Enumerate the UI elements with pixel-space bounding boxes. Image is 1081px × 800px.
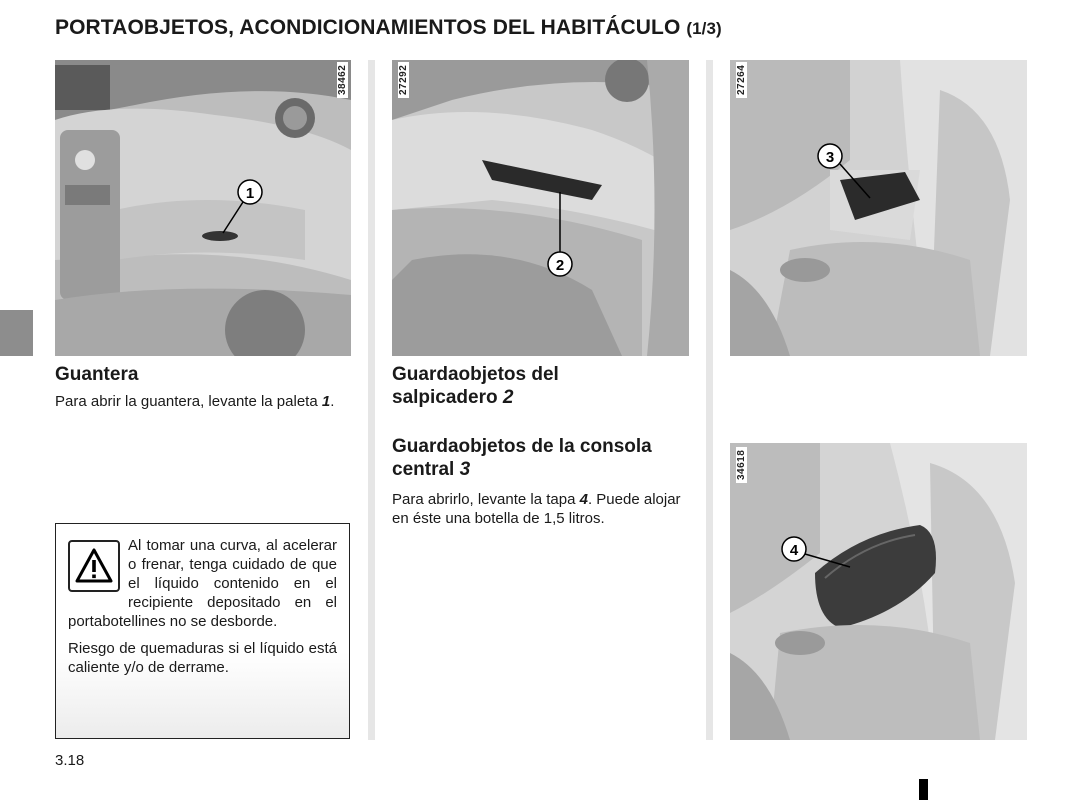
warning-triangle-icon [68,540,120,592]
figure-console-open-illustration [730,60,1027,356]
heading-dashboard-line2: salpicadero [392,387,503,408]
figure-console-closed-illustration [730,443,1027,740]
glovebox-instructions [55,392,351,411]
figure-ref-code: 34618 [736,447,747,483]
figure-glovebox [55,60,351,356]
figure-dashboard-illustration [392,60,689,356]
figure-ref-code: 27264 [736,62,747,98]
dashboard-ref-number: 2 [502,387,514,408]
heading-console-line2: central [392,459,460,480]
column-separator-left [368,60,375,740]
console-ref-number: 3 [459,459,471,480]
callout-1: 1 [245,185,255,202]
warning-text-spill: Al tomar una curva, al acelerar o frenar, tenga cuidado de que el líquido contenido en el recipiente depositado en el portabotellines no se desborde. [68,537,337,630]
section-dashboard-storage [392,363,689,409]
heading-console-line1: Guardaobjetos de la consola [392,436,652,457]
figure-dashboard-storage [392,60,689,356]
glovebox-text: Para abrir la guantera, levante la paleta [55,393,322,410]
figure-center-console-closed [730,443,1027,740]
glovebox-text-end: . [330,393,335,410]
page-part: (1/3) [686,19,722,38]
warning-text-burn: Riesgo de quemaduras si el líquido está caliente y/o de derrame. [68,640,337,676]
figure-ref-code: 27292 [398,62,409,98]
crop-mark [919,779,928,800]
section-heading-dashboard [392,363,689,409]
figure-center-console-open [730,60,1027,356]
console-text-end: . Puede alojar en éste una botella de 1,5 litros. [392,491,681,527]
callout-3: 3 [825,149,835,166]
callout-2: 2 [555,257,565,274]
section-glovebox [55,363,351,411]
page-number: 3.18 [55,752,85,769]
callout-4: 4 [789,542,799,559]
warning-box [55,523,350,739]
heading-dashboard-line1: Guardaobjetos del [392,364,559,385]
column-separator-right [706,60,713,740]
glovebox-ref-number: 1 [321,393,331,410]
section-heading-console [392,435,689,481]
figure-glovebox-illustration [55,60,351,356]
page-title-text: PORTAOBJETOS, ACONDICIONAMIENTOS DEL HABITÁCULO [55,16,681,39]
console-instructions [392,490,689,528]
figure-ref-code: 38462 [337,62,348,98]
page-title [55,16,1055,40]
console-lid-ref-number: 4 [579,491,588,508]
section-heading-glovebox: Guantera [55,364,139,385]
chapter-tab-marker [0,310,33,356]
section-center-console [392,435,689,528]
console-text: Para abrirlo, levante la tapa [392,491,580,508]
